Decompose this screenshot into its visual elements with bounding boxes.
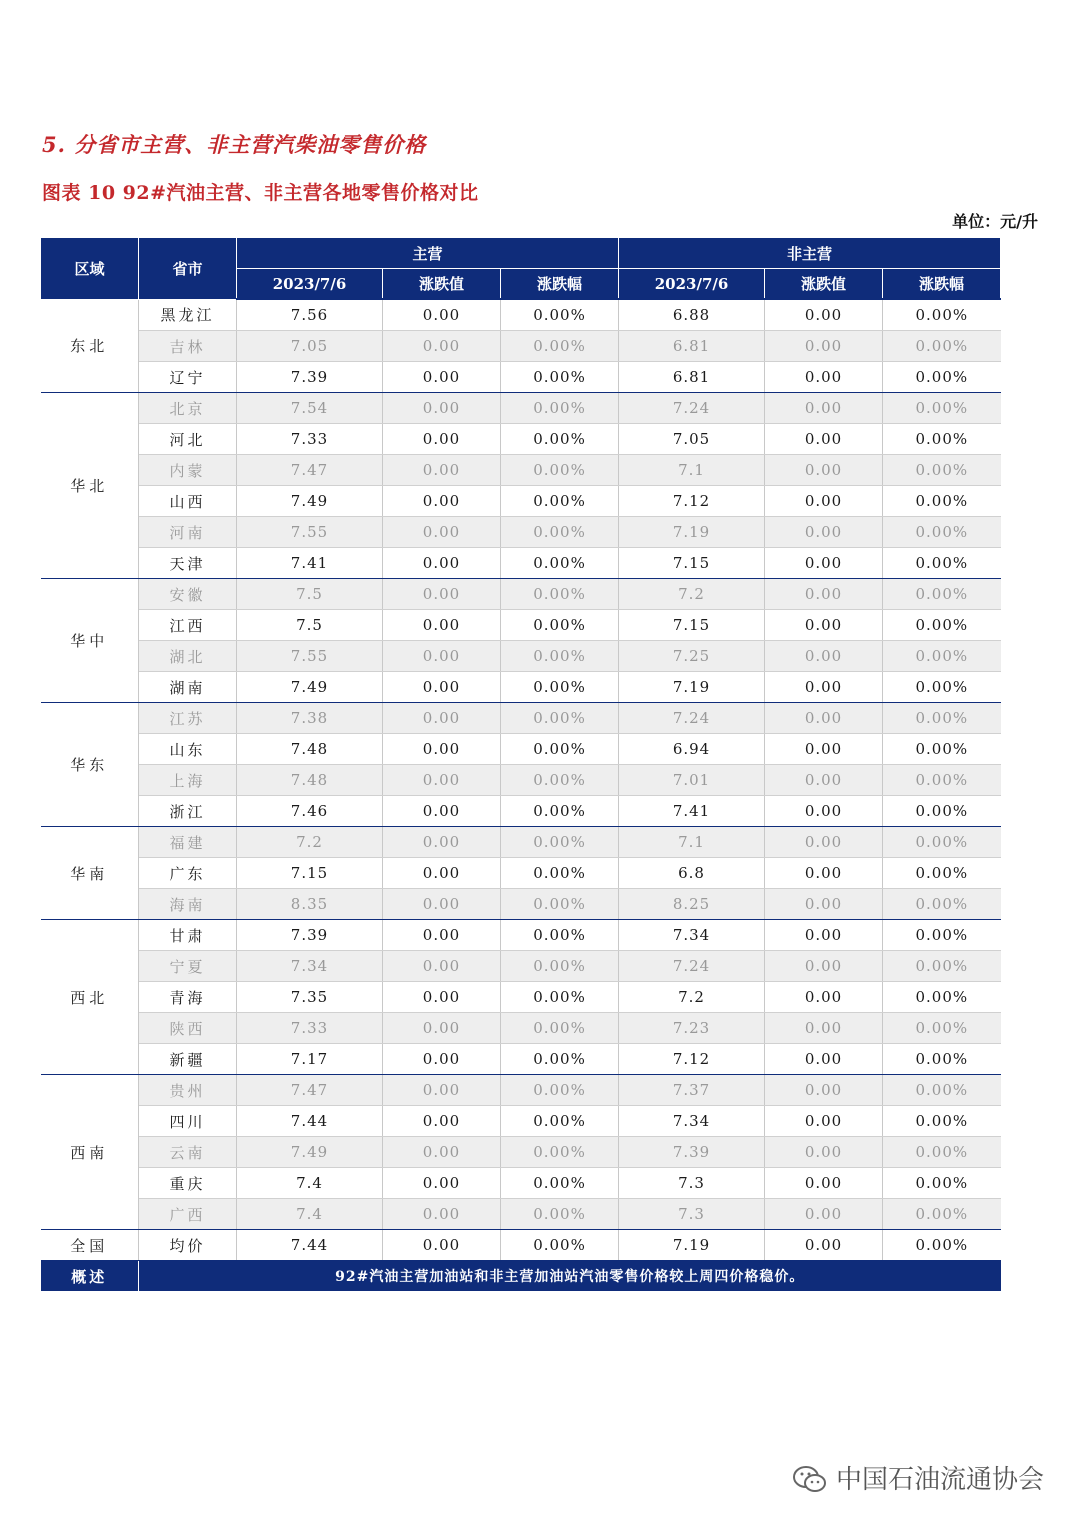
table-row (41, 548, 1001, 579)
non-main-change-value-cell: 0.00 (765, 734, 883, 765)
table-row (41, 1044, 1001, 1075)
non-main-change-pct-cell: 0.00% (883, 455, 1001, 486)
main-price-cell: 7.38 (237, 703, 383, 734)
non-main-price-cell: 6.81 (619, 362, 765, 393)
province-cell: 青海 (139, 982, 237, 1013)
watermark (792, 1460, 1044, 1500)
non-main-price-cell: 7.37 (619, 1075, 765, 1106)
main-change-value-cell: 0.00 (383, 1199, 501, 1230)
region-cell: 华东 (41, 703, 139, 827)
main-change-pct-cell: 0.00% (501, 765, 619, 796)
table-row (41, 362, 1001, 393)
non-main-price-cell: 7.19 (619, 672, 765, 703)
non-main-price-cell: 7.3 (619, 1168, 765, 1199)
non-main-price-cell: 7.1 (619, 455, 765, 486)
non-main-change-pct-cell: 0.00% (883, 672, 1001, 703)
main-price-cell: 7.5 (237, 579, 383, 610)
main-price-cell: 7.47 (237, 1075, 383, 1106)
main-change-value-cell: 0.00 (383, 331, 501, 362)
non-main-change-value-cell: 0.00 (765, 641, 883, 672)
non-main-change-value-cell: 0.00 (765, 1230, 883, 1261)
main-change-value-cell: 0.00 (383, 299, 501, 331)
province-cell: 安徽 (139, 579, 237, 610)
non-main-change-value-cell: 0.00 (765, 672, 883, 703)
non-main-change-pct-cell: 0.00% (883, 920, 1001, 951)
province-cell: 浙江 (139, 796, 237, 827)
main-change-pct-cell: 0.00% (501, 1230, 619, 1261)
table-row (41, 982, 1001, 1013)
main-change-pct-cell: 0.00% (501, 1044, 619, 1075)
table-row (41, 331, 1001, 362)
main-price-cell: 7.44 (237, 1106, 383, 1137)
main-change-value-cell: 0.00 (383, 951, 501, 982)
table-row (41, 1013, 1001, 1044)
province-cell: 甘肃 (139, 920, 237, 951)
main-change-value-cell: 0.00 (383, 1230, 501, 1261)
main-change-value-cell: 0.00 (383, 424, 501, 455)
header-province: 省市 (139, 238, 237, 300)
main-change-value-cell: 0.00 (383, 672, 501, 703)
table-row (41, 517, 1001, 548)
table-row (41, 641, 1001, 672)
table-body (41, 299, 1001, 1261)
province-cell: 广西 (139, 1199, 237, 1230)
summary-row (41, 1261, 1001, 1292)
non-main-change-pct-cell: 0.00% (883, 734, 1001, 765)
non-main-price-cell: 7.1 (619, 827, 765, 858)
main-change-pct-cell: 0.00% (501, 951, 619, 982)
table-row (41, 765, 1001, 796)
province-cell: 北京 (139, 393, 237, 424)
province-cell: 吉林 (139, 331, 237, 362)
table-row (41, 734, 1001, 765)
non-main-change-pct-cell: 0.00% (883, 858, 1001, 889)
main-change-pct-cell: 0.00% (501, 1013, 619, 1044)
main-change-value-cell: 0.00 (383, 455, 501, 486)
non-main-change-value-cell: 0.00 (765, 579, 883, 610)
non-main-price-cell: 7.19 (619, 1230, 765, 1261)
non-main-change-pct-cell: 0.00% (883, 424, 1001, 455)
header-non-main-change-value: 涨跌值 (765, 269, 883, 300)
region-cell: 东北 (41, 299, 139, 393)
table-row (41, 796, 1001, 827)
main-price-cell: 7.49 (237, 1137, 383, 1168)
header-non-main-group: 非主营 (619, 238, 1001, 269)
province-cell: 广东 (139, 858, 237, 889)
province-cell: 海南 (139, 889, 237, 920)
table-row (41, 889, 1001, 920)
non-main-change-value-cell: 0.00 (765, 610, 883, 641)
non-main-change-value-cell: 0.00 (765, 1075, 883, 1106)
non-main-change-pct-cell: 0.00% (883, 889, 1001, 920)
region-cell: 全国 (41, 1230, 139, 1261)
main-price-cell: 7.49 (237, 672, 383, 703)
non-main-change-pct-cell: 0.00% (883, 331, 1001, 362)
main-change-value-cell: 0.00 (383, 796, 501, 827)
non-main-change-pct-cell: 0.00% (883, 610, 1001, 641)
main-change-value-cell: 0.00 (383, 1168, 501, 1199)
main-price-cell: 7.47 (237, 455, 383, 486)
table-row (41, 424, 1001, 455)
region-cell: 华北 (41, 393, 139, 579)
main-change-value-cell: 0.00 (383, 579, 501, 610)
non-main-price-cell: 6.94 (619, 734, 765, 765)
province-cell: 湖北 (139, 641, 237, 672)
non-main-change-value-cell: 0.00 (765, 765, 883, 796)
main-change-value-cell: 0.00 (383, 889, 501, 920)
province-cell: 福建 (139, 827, 237, 858)
main-price-cell: 7.4 (237, 1199, 383, 1230)
main-change-value-cell: 0.00 (383, 548, 501, 579)
main-change-value-cell: 0.00 (383, 1106, 501, 1137)
region-cell: 西南 (41, 1075, 139, 1230)
non-main-change-pct-cell: 0.00% (883, 1106, 1001, 1137)
table-row (41, 1137, 1001, 1168)
province-cell: 黑龙江 (139, 299, 237, 331)
main-change-pct-cell: 0.00% (501, 579, 619, 610)
non-main-change-value-cell: 0.00 (765, 1106, 883, 1137)
table-row (41, 1075, 1001, 1106)
main-change-pct-cell: 0.00% (501, 796, 619, 827)
header-region: 区域 (41, 238, 139, 300)
main-price-cell: 7.55 (237, 517, 383, 548)
non-main-change-pct-cell: 0.00% (883, 951, 1001, 982)
non-main-price-cell: 7.01 (619, 765, 765, 796)
main-change-pct-cell: 0.00% (501, 610, 619, 641)
main-price-cell: 7.54 (237, 393, 383, 424)
main-change-value-cell: 0.00 (383, 1013, 501, 1044)
main-price-cell: 7.5 (237, 610, 383, 641)
main-price-cell: 8.35 (237, 889, 383, 920)
non-main-change-pct-cell: 0.00% (883, 299, 1001, 331)
province-cell: 宁夏 (139, 951, 237, 982)
table-row (41, 672, 1001, 703)
non-main-change-pct-cell: 0.00% (883, 486, 1001, 517)
province-cell: 云南 (139, 1137, 237, 1168)
province-cell: 新疆 (139, 1044, 237, 1075)
header-main-date: 2023/7/6 (237, 269, 383, 300)
non-main-change-pct-cell: 0.00% (883, 1075, 1001, 1106)
non-main-price-cell: 7.12 (619, 486, 765, 517)
non-main-price-cell: 7.15 (619, 548, 765, 579)
province-cell: 内蒙 (139, 455, 237, 486)
non-main-change-value-cell: 0.00 (765, 796, 883, 827)
main-change-pct-cell: 0.00% (501, 827, 619, 858)
table-row (41, 455, 1001, 486)
non-main-change-value-cell: 0.00 (765, 517, 883, 548)
non-main-change-pct-cell: 0.00% (883, 579, 1001, 610)
non-main-change-value-cell: 0.00 (765, 827, 883, 858)
non-main-change-value-cell: 0.00 (765, 362, 883, 393)
main-price-cell: 7.33 (237, 1013, 383, 1044)
non-main-change-pct-cell: 0.00% (883, 548, 1001, 579)
non-main-price-cell: 7.23 (619, 1013, 765, 1044)
main-change-pct-cell: 0.00% (501, 1106, 619, 1137)
non-main-change-value-cell: 0.00 (765, 920, 883, 951)
non-main-change-pct-cell: 0.00% (883, 362, 1001, 393)
non-main-price-cell: 7.39 (619, 1137, 765, 1168)
main-change-pct-cell: 0.00% (501, 1137, 619, 1168)
main-change-pct-cell: 0.00% (501, 393, 619, 424)
non-main-change-value-cell: 0.00 (765, 299, 883, 331)
wechat-icon (792, 1464, 828, 1496)
summary-label: 概述 (41, 1261, 139, 1292)
non-main-price-cell: 7.34 (619, 920, 765, 951)
main-change-pct-cell: 0.00% (501, 703, 619, 734)
non-main-price-cell: 7.24 (619, 703, 765, 734)
non-main-change-value-cell: 0.00 (765, 889, 883, 920)
main-change-value-cell: 0.00 (383, 393, 501, 424)
non-main-change-pct-cell: 0.00% (883, 1199, 1001, 1230)
table-row (41, 486, 1001, 517)
main-change-pct-cell: 0.00% (501, 1199, 619, 1230)
non-main-change-pct-cell: 0.00% (883, 517, 1001, 548)
table-row (41, 1106, 1001, 1137)
main-price-cell: 7.05 (237, 331, 383, 362)
non-main-change-pct-cell: 0.00% (883, 982, 1001, 1013)
non-main-change-pct-cell: 0.00% (883, 765, 1001, 796)
table-row (41, 299, 1001, 331)
table-row (41, 579, 1001, 610)
province-cell: 山东 (139, 734, 237, 765)
province-cell: 江西 (139, 610, 237, 641)
watermark-text: 中国石油流通协会 (835, 1465, 1044, 1495)
summary-text: 92#汽油主营加油站和非主营加油站汽油零售价格较上周四价格稳价。 (139, 1261, 1001, 1292)
main-change-pct-cell: 0.00% (501, 734, 619, 765)
non-main-price-cell: 7.34 (619, 1106, 765, 1137)
non-main-price-cell: 7.25 (619, 641, 765, 672)
main-price-cell: 7.49 (237, 486, 383, 517)
main-change-pct-cell: 0.00% (501, 424, 619, 455)
main-change-value-cell: 0.00 (383, 1137, 501, 1168)
table-row (41, 610, 1001, 641)
header-non-main-change-pct: 涨跌幅 (883, 269, 1001, 300)
main-price-cell: 7.35 (237, 982, 383, 1013)
main-change-value-cell: 0.00 (383, 703, 501, 734)
main-price-cell: 7.34 (237, 951, 383, 982)
non-main-change-pct-cell: 0.00% (883, 1168, 1001, 1199)
main-price-cell: 7.15 (237, 858, 383, 889)
main-price-cell: 7.56 (237, 299, 383, 331)
main-change-pct-cell: 0.00% (501, 982, 619, 1013)
main-change-pct-cell: 0.00% (501, 1168, 619, 1199)
main-price-cell: 7.2 (237, 827, 383, 858)
main-price-cell: 7.48 (237, 734, 383, 765)
non-main-change-value-cell: 0.00 (765, 486, 883, 517)
main-change-pct-cell: 0.00% (501, 1075, 619, 1106)
non-main-price-cell: 7.2 (619, 982, 765, 1013)
non-main-price-cell: 6.81 (619, 331, 765, 362)
main-price-cell: 7.55 (237, 641, 383, 672)
region-cell: 西北 (41, 920, 139, 1075)
main-change-value-cell: 0.00 (383, 641, 501, 672)
main-price-cell: 7.4 (237, 1168, 383, 1199)
main-change-pct-cell: 0.00% (501, 672, 619, 703)
header-main-group: 主营 (237, 238, 619, 269)
non-main-price-cell: 7.12 (619, 1044, 765, 1075)
region-cell: 华南 (41, 827, 139, 920)
main-change-pct-cell: 0.00% (501, 331, 619, 362)
non-main-price-cell: 7.3 (619, 1199, 765, 1230)
main-change-pct-cell: 0.00% (501, 486, 619, 517)
table-row (41, 703, 1001, 734)
header-non-main-date: 2023/7/6 (619, 269, 765, 300)
main-price-cell: 7.46 (237, 796, 383, 827)
main-change-value-cell: 0.00 (383, 610, 501, 641)
main-change-value-cell: 0.00 (383, 858, 501, 889)
non-main-change-value-cell: 0.00 (765, 703, 883, 734)
non-main-change-value-cell: 0.00 (765, 1044, 883, 1075)
non-main-change-value-cell: 0.00 (765, 1168, 883, 1199)
non-main-change-value-cell: 0.00 (765, 1013, 883, 1044)
non-main-change-value-cell: 0.00 (765, 424, 883, 455)
main-change-value-cell: 0.00 (383, 734, 501, 765)
price-table (40, 237, 1001, 1291)
table-row (41, 393, 1001, 424)
province-cell: 均价 (139, 1230, 237, 1261)
main-change-value-cell: 0.00 (383, 827, 501, 858)
non-main-price-cell: 7.24 (619, 393, 765, 424)
main-price-cell: 7.41 (237, 548, 383, 579)
main-price-cell: 7.44 (237, 1230, 383, 1261)
main-change-value-cell: 0.00 (383, 486, 501, 517)
non-main-change-pct-cell: 0.00% (883, 703, 1001, 734)
non-main-change-value-cell: 0.00 (765, 331, 883, 362)
non-main-change-value-cell: 0.00 (765, 1137, 883, 1168)
non-main-change-pct-cell: 0.00% (883, 827, 1001, 858)
non-main-change-pct-cell: 0.00% (883, 1013, 1001, 1044)
non-main-price-cell: 7.2 (619, 579, 765, 610)
header-main-change-pct: 涨跌幅 (501, 269, 619, 300)
main-change-pct-cell: 0.00% (501, 889, 619, 920)
non-main-change-value-cell: 0.00 (765, 393, 883, 424)
province-cell: 江苏 (139, 703, 237, 734)
table-row (41, 1199, 1001, 1230)
non-main-change-pct-cell: 0.00% (883, 796, 1001, 827)
non-main-change-value-cell: 0.00 (765, 951, 883, 982)
non-main-price-cell: 7.19 (619, 517, 765, 548)
non-main-price-cell: 6.88 (619, 299, 765, 331)
non-main-price-cell: 8.25 (619, 889, 765, 920)
non-main-change-pct-cell: 0.00% (883, 1044, 1001, 1075)
main-change-value-cell: 0.00 (383, 920, 501, 951)
header-main-change-value: 涨跌值 (383, 269, 501, 300)
non-main-change-pct-cell: 0.00% (883, 1137, 1001, 1168)
table-row (41, 1168, 1001, 1199)
non-main-price-cell: 7.05 (619, 424, 765, 455)
non-main-change-pct-cell: 0.00% (883, 641, 1001, 672)
main-change-pct-cell: 0.00% (501, 920, 619, 951)
unit-label: 单位：元/升 (952, 212, 1038, 231)
province-cell: 辽宁 (139, 362, 237, 393)
main-change-pct-cell: 0.00% (501, 455, 619, 486)
province-cell: 河北 (139, 424, 237, 455)
province-cell: 上海 (139, 765, 237, 796)
non-main-change-value-cell: 0.00 (765, 548, 883, 579)
province-cell: 天津 (139, 548, 237, 579)
main-change-pct-cell: 0.00% (501, 362, 619, 393)
non-main-change-value-cell: 0.00 (765, 858, 883, 889)
table-row (41, 951, 1001, 982)
main-price-cell: 7.39 (237, 920, 383, 951)
non-main-price-cell: 7.15 (619, 610, 765, 641)
province-cell: 湖南 (139, 672, 237, 703)
main-change-pct-cell: 0.00% (501, 548, 619, 579)
non-main-price-cell: 7.41 (619, 796, 765, 827)
main-change-value-cell: 0.00 (383, 1075, 501, 1106)
main-change-value-cell: 0.00 (383, 362, 501, 393)
table-row (41, 1230, 1001, 1261)
main-price-cell: 7.17 (237, 1044, 383, 1075)
main-price-cell: 7.48 (237, 765, 383, 796)
main-change-pct-cell: 0.00% (501, 299, 619, 331)
main-price-cell: 7.33 (237, 424, 383, 455)
non-main-price-cell: 7.24 (619, 951, 765, 982)
main-change-value-cell: 0.00 (383, 982, 501, 1013)
non-main-price-cell: 6.8 (619, 858, 765, 889)
figure-title: 图表 10 92#汽油主营、非主营各地零售价格对比 (42, 182, 479, 204)
province-cell: 贵州 (139, 1075, 237, 1106)
non-main-change-pct-cell: 0.00% (883, 1230, 1001, 1261)
section-title: 5. 分省市主营、非主营汽柴油零售价格 (42, 132, 427, 157)
province-cell: 山西 (139, 486, 237, 517)
table-row (41, 920, 1001, 951)
province-cell: 陕西 (139, 1013, 237, 1044)
table-row (41, 858, 1001, 889)
main-price-cell: 7.39 (237, 362, 383, 393)
non-main-change-value-cell: 0.00 (765, 982, 883, 1013)
table-row (41, 827, 1001, 858)
non-main-change-value-cell: 0.00 (765, 1199, 883, 1230)
main-change-pct-cell: 0.00% (501, 858, 619, 889)
non-main-change-pct-cell: 0.00% (883, 393, 1001, 424)
main-change-pct-cell: 0.00% (501, 641, 619, 672)
province-cell: 四川 (139, 1106, 237, 1137)
province-cell: 重庆 (139, 1168, 237, 1199)
main-change-value-cell: 0.00 (383, 765, 501, 796)
province-cell: 河南 (139, 517, 237, 548)
main-change-value-cell: 0.00 (383, 517, 501, 548)
main-change-pct-cell: 0.00% (501, 517, 619, 548)
region-cell: 华中 (41, 579, 139, 703)
main-change-value-cell: 0.00 (383, 1044, 501, 1075)
non-main-change-value-cell: 0.00 (765, 455, 883, 486)
